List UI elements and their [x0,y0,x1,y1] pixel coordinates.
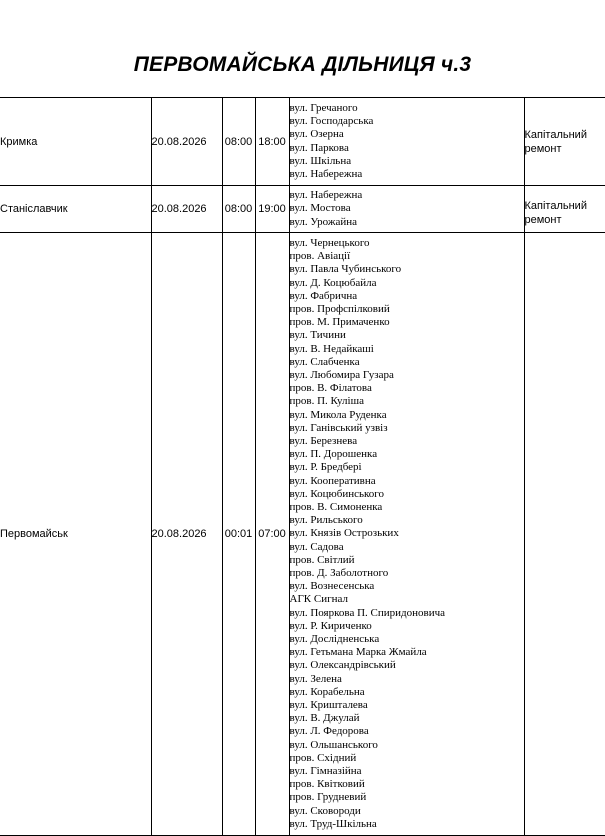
date-cell: 20.08.2026 [151,98,222,186]
settlement-cell: Кримка [0,98,151,186]
street-item: вул. Пояркова П. Спиридоновича [289,606,446,619]
street-item: вул. Л. Федорова [289,725,369,738]
street-item: вул. Березнева [289,434,358,447]
street-item: вул. П. Дорошенка [289,448,378,461]
street-item: вул. Р. Бредбері [289,461,362,474]
street-item: вул. Ольшанського [289,738,378,751]
street-item: пров. Квітковий [289,778,365,791]
table-row [0,98,605,186]
time-end-cell: 19:00 [255,186,289,233]
street-item: пров. В. Симоненка [289,500,383,513]
street-item: вул. Сковороди [289,804,361,817]
streets-cell [289,98,524,186]
street-item: вул. Любомира Гузара [289,368,394,381]
street-item: вул. В. Недайкаші [289,342,374,355]
street-item: вул. Вознесенська [289,580,375,593]
page-title: ПЕРВОМАЙСЬКА ДІЛЬНИЦЯ ч.3 [133,53,472,76]
street-item: вул. Корабельна [289,685,365,698]
street-item: пров. Грудневий [289,791,367,804]
streets-cell [289,233,524,836]
street-item: вул. Паркова [289,141,349,154]
street-item: вул. Господарська [289,115,374,128]
outage-schedule-table [0,97,605,836]
street-item: вул. Д. Коцюбайла [289,276,377,289]
street-item: пров. В. Філатова [289,382,372,395]
street-item: вул. Фабрична [289,289,358,302]
street-item: вул. Олександрівський [289,659,396,672]
settlement-cell: Станіславчик [0,186,151,233]
time-end-cell: 07:00 [255,233,289,836]
street-item: вул. В. Джулай [289,712,360,725]
street-item: вул. Ганівський узвіз [289,421,388,434]
street-item: вул. Князів Острозьких [289,527,399,540]
street-item: пров. П. Куліша [289,395,364,408]
street-item: вул. Микола Руденка [289,408,387,421]
street-item: вул. Урожайна [289,215,358,228]
date-cell: 20.08.2026 [151,233,222,836]
time-end-cell: 18:00 [255,98,289,186]
street-item: вул. Труд-Шкільна [289,817,377,830]
streets-cell [289,186,524,233]
street-item: вул. Кришталева [289,699,368,712]
table-row [0,233,605,836]
street-item: вул. Озерна [289,128,344,141]
street-item: вул. Коцюбинського [289,487,385,500]
street-item: вул. Тичини [289,329,346,342]
street-item: вул. Набережна [289,189,363,202]
table-row [0,186,605,233]
street-item: вул. Кооперативна [289,474,376,487]
street-item: пров. Профспілковий [289,302,390,315]
street-item: пров. Світлий [289,553,355,566]
time-start-cell: 00:01 [222,233,255,836]
reason-cell: Капітальний ремонт [524,98,605,186]
street-item: пров. Д. Заболотного [289,567,389,579]
street-item: вул. Р. Кириченко [289,619,372,632]
street-item: вул. Шкільна [289,154,352,167]
street-item: вул. Гречаного [289,101,358,114]
street-item: пров. Авіації [289,250,351,263]
street-item: вул. Гімназійна [289,765,362,778]
street-item: вул. Слабченка [289,355,360,368]
street-item: вул. Зелена [289,672,342,685]
time-start-cell: 08:00 [222,98,255,186]
street-item: вул. Мостова [289,202,351,215]
street-item: вул. Дослідненська [289,633,380,646]
date-cell: 20.08.2026 [151,186,222,233]
street-item: вул. Павла Чубинського [289,263,402,276]
settlement-cell: Первомайськ [0,233,151,836]
street-item: вул. Садова [289,540,344,553]
street-item: пров. М. Примаченко [289,316,390,329]
street-item: вул. Гетьмана Марка Жмайла [289,646,427,659]
reason-cell: Капітальний ремонт [524,186,605,233]
street-item: пров. Східний [289,751,357,764]
street-item: вул. Рильського [289,514,363,527]
street-item: вул. Набережна [289,167,363,180]
time-start-cell: 08:00 [222,186,255,233]
street-item: АГК Сигнал [289,593,348,606]
reason-cell [524,233,605,836]
street-item: вул. Чернецького [289,236,370,249]
